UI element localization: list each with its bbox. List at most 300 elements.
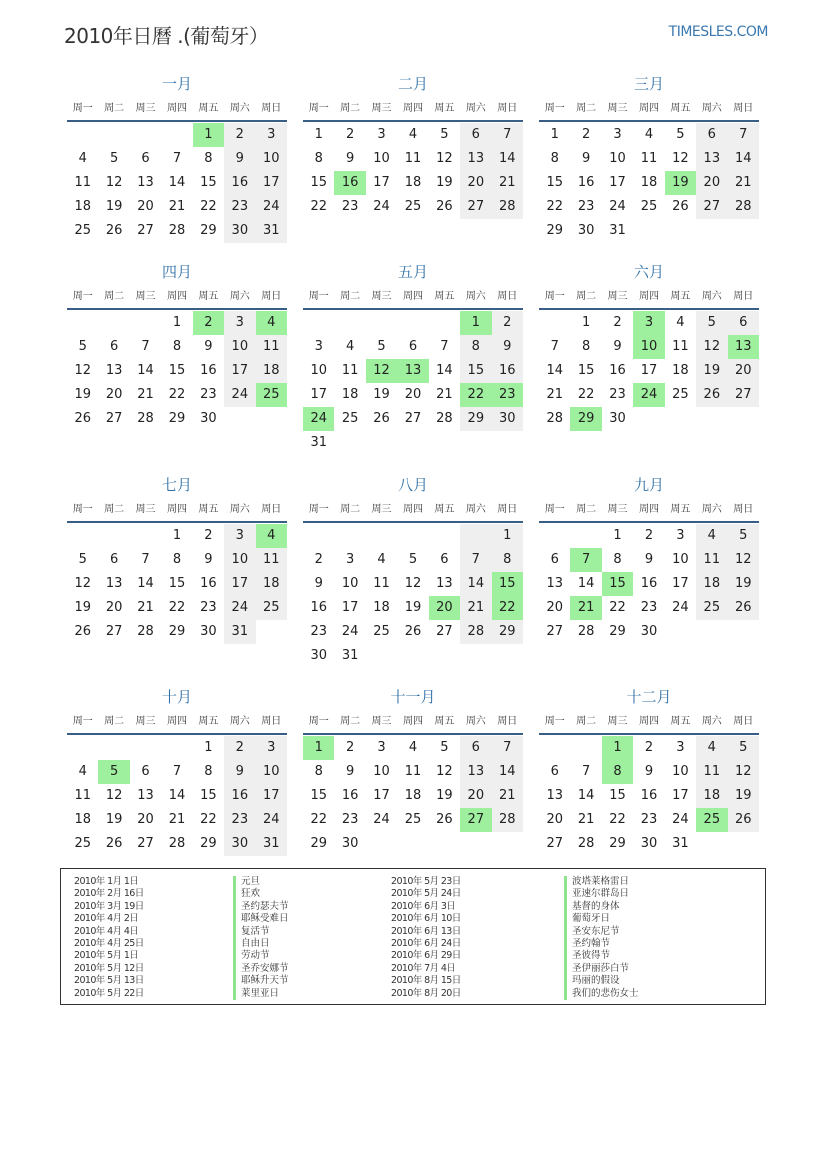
day-cell: 23 (609, 387, 626, 402)
day-cell: 20 (546, 600, 563, 615)
weekday-label: 周三 (371, 716, 392, 727)
day-cell: 15 (460, 359, 491, 383)
day-cell: 18 (256, 359, 287, 383)
day-cell: 31 (310, 435, 327, 450)
day-cell: 23 (200, 387, 217, 402)
day-cell: 17 (672, 788, 689, 803)
weekday-label: 周日 (497, 291, 518, 302)
day-cell: 18 (373, 600, 390, 615)
day-cell: 12 (74, 576, 91, 591)
days-grid (303, 310, 523, 455)
day-cell: 10 (256, 760, 287, 784)
empty-cell (429, 524, 460, 548)
day-cell: 24 (224, 596, 255, 620)
holiday-names-right (564, 876, 639, 1000)
day-cell: 7 (460, 548, 491, 572)
weekday-label: 周一 (544, 716, 565, 727)
day-cell: 5 (109, 151, 119, 166)
month-name: 二月 (397, 75, 428, 93)
holiday-date: 2010年 5月 12日 (74, 962, 144, 974)
day-cell: 22 (609, 812, 626, 827)
day-cell: 22 (310, 812, 327, 827)
holiday-day: 5 (98, 760, 129, 784)
day-cell: 26 (728, 596, 759, 620)
day-cell: 4 (377, 552, 386, 567)
day-cell: 17 (256, 784, 287, 808)
holiday-day: 22 (460, 383, 491, 407)
day-cell: 19 (728, 784, 759, 808)
day-cell: 30 (200, 411, 217, 426)
day-cell: 8 (204, 151, 213, 166)
day-cell: 24 (373, 199, 390, 214)
day-cell: 30 (640, 624, 658, 639)
day-cell: 27 (546, 624, 563, 639)
day-cell: 1 (550, 127, 559, 142)
day-cell: 21 (137, 387, 154, 402)
holiday-day: 22 (492, 596, 523, 620)
weekday-label: 周一 (544, 291, 565, 302)
site-link[interactable]: TIMESLES.COM (668, 24, 768, 40)
day-cell: 8 (172, 339, 182, 354)
day-cell: 17 (373, 175, 390, 190)
day-cell: 29 (200, 223, 217, 238)
day-cell: 21 (492, 784, 523, 808)
weekday-label: 周二 (576, 103, 597, 114)
day-cell: 21 (492, 171, 523, 195)
day-cell: 7 (492, 123, 523, 147)
day-cell: 27 (546, 836, 563, 851)
holiday-name: 玛丽的假设 (564, 975, 639, 987)
holiday-day: 8 (602, 760, 633, 784)
day-cell: 8 (314, 764, 323, 779)
days-grid (303, 523, 523, 668)
holiday-dates-right (391, 876, 461, 1000)
month-block (67, 683, 287, 856)
day-cell: 12 (672, 151, 689, 166)
day-cell: 13 (105, 363, 123, 378)
day-cell: 27 (696, 195, 727, 219)
holiday-date: 2010年 5月 24日 (391, 888, 461, 900)
day-cell: 15 (609, 788, 626, 803)
day-cell: 4 (696, 736, 727, 760)
day-cell: 9 (204, 552, 213, 567)
day-cell: 17 (256, 171, 287, 195)
day-cell: 15 (310, 175, 327, 190)
holiday-day: 10 (633, 335, 664, 359)
day-cell: 16 (640, 576, 658, 591)
holiday-date: 2010年 5月 23日 (391, 876, 461, 887)
weekday-label: 周四 (638, 716, 659, 727)
empty-cell (67, 311, 98, 335)
weekday-label: 周四 (166, 103, 187, 114)
day-cell: 19 (373, 387, 390, 402)
day-cell: 23 (341, 199, 359, 214)
weekday-label: 周二 (104, 103, 125, 114)
day-cell: 21 (460, 596, 491, 620)
day-cell: 15 (310, 788, 327, 803)
day-cell: 26 (74, 411, 91, 426)
day-cell: 23 (640, 812, 658, 827)
weekday-header (539, 711, 759, 735)
day-cell: 14 (492, 147, 523, 171)
day-cell: 30 (577, 223, 595, 238)
day-cell: 13 (436, 576, 453, 591)
day-cell: 8 (581, 339, 591, 354)
day-cell: 1 (581, 315, 591, 330)
day-cell: 6 (550, 764, 559, 779)
day-cell: 7 (141, 339, 150, 354)
empty-cell (539, 311, 570, 335)
day-cell: 31 (672, 836, 689, 851)
day-cell: 5 (676, 127, 685, 142)
day-cell: 21 (168, 199, 186, 214)
empty-cell (67, 524, 98, 548)
weekday-label: 周二 (576, 504, 597, 515)
day-cell: 3 (345, 552, 355, 567)
month-block (539, 70, 759, 243)
weekday-label: 周六 (465, 504, 486, 515)
weekday-label: 周日 (261, 291, 282, 302)
weekday-header (67, 98, 287, 122)
holiday-day: 1 (303, 736, 334, 760)
weekday-label: 周四 (638, 291, 659, 302)
weekday-header (539, 286, 759, 310)
empty-cell (334, 524, 365, 548)
day-cell: 14 (728, 147, 759, 171)
day-cell: 10 (310, 363, 327, 378)
day-cell: 19 (105, 199, 123, 214)
weekday-label: 周六 (465, 291, 486, 302)
day-cell: 21 (728, 171, 759, 195)
weekday-label: 周五 (670, 291, 691, 302)
day-cell: 22 (609, 600, 626, 615)
day-cell: 4 (696, 524, 727, 548)
empty-cell (130, 123, 161, 147)
day-cell: 25 (74, 836, 91, 851)
day-cell: 2 (644, 740, 654, 755)
day-cell: 14 (546, 363, 563, 378)
day-cell: 5 (696, 311, 727, 335)
day-cell: 30 (224, 832, 255, 856)
day-cell: 29 (460, 407, 491, 431)
holiday-day: 12 (366, 359, 397, 383)
day-cell: 3 (256, 736, 287, 760)
empty-cell (570, 736, 601, 760)
day-cell: 22 (200, 812, 217, 827)
day-cell: 11 (256, 548, 287, 572)
holiday-name: 圣安东尼节 (564, 926, 639, 938)
day-cell: 11 (74, 788, 91, 803)
holiday-day: 13 (728, 335, 759, 359)
month-block (303, 258, 523, 455)
holiday-date: 2010年 1月 1日 (74, 876, 139, 887)
holiday-dates-left (74, 876, 144, 1000)
day-cell: 18 (696, 572, 727, 596)
weekday-label: 周日 (497, 504, 518, 515)
month-name: 五月 (397, 263, 428, 281)
empty-cell (303, 524, 334, 548)
days-grid (67, 523, 287, 644)
days-grid (539, 310, 759, 431)
weekday-label: 周日 (733, 504, 754, 515)
holiday-day: 21 (570, 596, 601, 620)
weekday-label: 周五 (670, 103, 691, 114)
day-cell: 27 (436, 624, 453, 639)
day-cell: 12 (436, 764, 453, 779)
day-cell: 10 (672, 764, 689, 779)
day-cell: 20 (728, 359, 759, 383)
days-grid (303, 122, 523, 219)
day-cell: 28 (492, 195, 523, 219)
weekday-header (539, 98, 759, 122)
weekday-label: 周五 (198, 716, 219, 727)
day-cell: 15 (200, 175, 217, 190)
day-cell: 29 (546, 223, 563, 238)
day-cell: 21 (168, 812, 186, 827)
day-cell: 3 (676, 740, 685, 755)
weekday-label: 周三 (371, 103, 392, 114)
day-cell: 5 (728, 524, 759, 548)
day-cell: 12 (105, 788, 123, 803)
holiday-day: 16 (334, 171, 365, 195)
month-name: 十二月 (626, 688, 672, 706)
days-grid (67, 310, 287, 431)
day-cell: 30 (224, 219, 255, 243)
day-cell: 28 (460, 620, 491, 644)
day-cell: 8 (204, 764, 213, 779)
weekday-label: 周三 (135, 103, 156, 114)
day-cell: 6 (550, 552, 559, 567)
day-cell: 8 (172, 552, 182, 567)
day-cell: 1 (172, 528, 182, 543)
day-cell: 8 (550, 151, 559, 166)
weekday-header (303, 499, 523, 523)
weekday-label: 周一 (308, 291, 329, 302)
holiday-day: 25 (256, 383, 287, 407)
weekday-label: 周六 (701, 716, 722, 727)
holiday-name: 圣彼得节 (564, 950, 639, 962)
day-cell: 31 (609, 223, 626, 238)
day-cell: 26 (436, 812, 453, 827)
weekday-label: 周二 (340, 291, 361, 302)
day-cell: 5 (440, 127, 449, 142)
day-cell: 18 (256, 572, 287, 596)
day-cell: 23 (224, 808, 255, 832)
day-cell: 4 (345, 339, 355, 354)
day-cell: 19 (436, 175, 453, 190)
day-cell: 26 (436, 199, 453, 214)
day-cell: 10 (672, 552, 689, 567)
day-cell: 12 (404, 576, 422, 591)
day-cell: 16 (341, 788, 359, 803)
weekday-label: 周四 (402, 716, 423, 727)
day-cell: 3 (224, 311, 255, 335)
weekday-label: 周五 (198, 291, 219, 302)
day-cell: 27 (105, 624, 123, 639)
holiday-name: 亚速尔群岛日 (564, 888, 639, 900)
day-cell: 12 (74, 363, 91, 378)
day-cell: 19 (696, 359, 727, 383)
holiday-name: 莱里亚日 (233, 988, 289, 1000)
holiday-name: 劳动节 (233, 950, 289, 962)
month-name: 十月 (161, 688, 192, 706)
day-cell: 14 (577, 788, 595, 803)
weekday-label: 周二 (576, 291, 597, 302)
month-block (539, 683, 759, 856)
holiday-date: 2010年 4月 2日 (74, 913, 139, 925)
day-cell: 6 (408, 339, 418, 354)
day-cell: 10 (224, 335, 255, 359)
weekday-label: 周六 (701, 103, 722, 114)
day-cell: 4 (78, 764, 87, 779)
day-cell: 30 (310, 648, 327, 663)
holiday-date: 2010年 7月 4日 (391, 962, 456, 974)
day-cell: 28 (577, 624, 595, 639)
day-cell: 26 (696, 383, 727, 407)
day-cell: 13 (546, 576, 563, 591)
weekday-label: 周三 (607, 103, 628, 114)
holiday-name: 圣乔安娜节 (233, 963, 289, 975)
day-cell: 11 (696, 760, 727, 784)
weekday-label: 周一 (308, 716, 329, 727)
holiday-day: 29 (570, 407, 601, 431)
weekday-label: 周二 (340, 103, 361, 114)
weekday-label: 周日 (497, 716, 518, 727)
weekday-label: 周三 (607, 504, 628, 515)
day-cell: 17 (373, 788, 390, 803)
day-cell: 7 (492, 736, 523, 760)
day-cell: 4 (408, 127, 418, 142)
holiday-day: 24 (303, 407, 334, 431)
weekday-label: 周日 (261, 504, 282, 515)
weekday-header (67, 286, 287, 310)
day-cell: 3 (314, 339, 323, 354)
day-cell: 2 (345, 740, 355, 755)
day-cell: 22 (546, 199, 563, 214)
empty-cell (98, 736, 129, 760)
day-cell: 2 (613, 315, 622, 330)
weekday-label: 周二 (340, 716, 361, 727)
month-block (539, 258, 759, 431)
month-name: 六月 (633, 263, 664, 281)
day-cell: 18 (74, 812, 91, 827)
day-cell: 6 (728, 311, 759, 335)
day-cell: 11 (404, 764, 422, 779)
day-cell: 23 (341, 812, 359, 827)
day-cell: 8 (460, 335, 491, 359)
weekday-header (303, 711, 523, 735)
weekday-header (67, 499, 287, 523)
day-cell: 19 (74, 387, 91, 402)
month-block (303, 70, 523, 219)
month-name: 四月 (161, 263, 192, 281)
day-cell: 13 (460, 147, 491, 171)
day-cell: 15 (577, 363, 595, 378)
day-cell: 2 (581, 127, 591, 142)
day-cell: 21 (577, 812, 595, 827)
day-cell: 13 (105, 576, 123, 591)
day-cell: 28 (577, 836, 595, 851)
day-cell: 18 (404, 175, 422, 190)
holiday-date: 2010年 2月 16日 (74, 888, 144, 900)
day-cell: 22 (168, 600, 186, 615)
empty-cell (539, 524, 570, 548)
day-cell: 6 (460, 736, 491, 760)
day-cell: 31 (224, 620, 255, 644)
day-cell: 14 (492, 760, 523, 784)
day-cell: 3 (224, 524, 255, 548)
empty-cell (303, 311, 334, 335)
day-cell: 9 (314, 576, 323, 591)
day-cell: 15 (168, 363, 186, 378)
weekday-label: 周日 (261, 716, 282, 727)
day-cell: 19 (74, 600, 91, 615)
day-cell: 28 (436, 411, 453, 426)
day-cell: 7 (728, 123, 759, 147)
weekday-label: 周三 (607, 716, 628, 727)
day-cell: 26 (105, 223, 123, 238)
day-cell: 1 (314, 127, 323, 142)
day-cell: 28 (137, 624, 154, 639)
day-cell: 10 (224, 548, 255, 572)
empty-cell (460, 524, 491, 548)
holiday-date: 2010年 4月 4日 (74, 925, 139, 937)
day-cell: 3 (377, 740, 386, 755)
month-block (539, 471, 759, 644)
holiday-name: 圣约瑟夫节 (233, 901, 289, 913)
day-cell: 18 (640, 175, 658, 190)
weekday-label: 周六 (465, 716, 486, 727)
day-cell: 12 (728, 760, 759, 784)
day-cell: 24 (373, 812, 390, 827)
day-cell: 6 (141, 764, 150, 779)
empty-cell (98, 311, 129, 335)
day-cell: 22 (310, 199, 327, 214)
day-cell: 6 (696, 123, 727, 147)
day-cell: 25 (373, 624, 390, 639)
weekday-label: 周五 (434, 291, 455, 302)
day-cell: 26 (672, 199, 689, 214)
day-cell: 23 (640, 600, 658, 615)
day-cell: 27 (137, 223, 154, 238)
day-cell: 11 (696, 548, 727, 572)
weekday-label: 周六 (465, 103, 486, 114)
day-cell: 24 (224, 383, 255, 407)
weekday-label: 周一 (72, 103, 93, 114)
weekday-header (539, 499, 759, 523)
holiday-name: 基督的身体 (564, 901, 639, 913)
day-cell: 18 (74, 199, 91, 214)
day-cell: 29 (609, 836, 626, 851)
day-cell: 19 (436, 788, 453, 803)
day-cell: 25 (341, 411, 359, 426)
day-cell: 9 (204, 339, 213, 354)
weekday-label: 周四 (166, 291, 187, 302)
day-cell: 20 (105, 600, 123, 615)
holiday-day: 1 (602, 736, 633, 760)
holiday-date: 2010年 6月 29日 (391, 950, 461, 962)
holiday-name: 狂欢 (233, 888, 289, 900)
day-cell: 24 (256, 808, 287, 832)
day-cell: 25 (672, 387, 689, 402)
day-cell: 30 (640, 836, 658, 851)
month-name: 七月 (161, 476, 192, 494)
day-cell: 20 (460, 784, 491, 808)
day-cell: 12 (105, 175, 123, 190)
holiday-date: 2010年 6月 3日 (391, 900, 456, 912)
holiday-name: 我们的悲伤女士 (564, 988, 639, 1000)
empty-cell (366, 524, 397, 548)
